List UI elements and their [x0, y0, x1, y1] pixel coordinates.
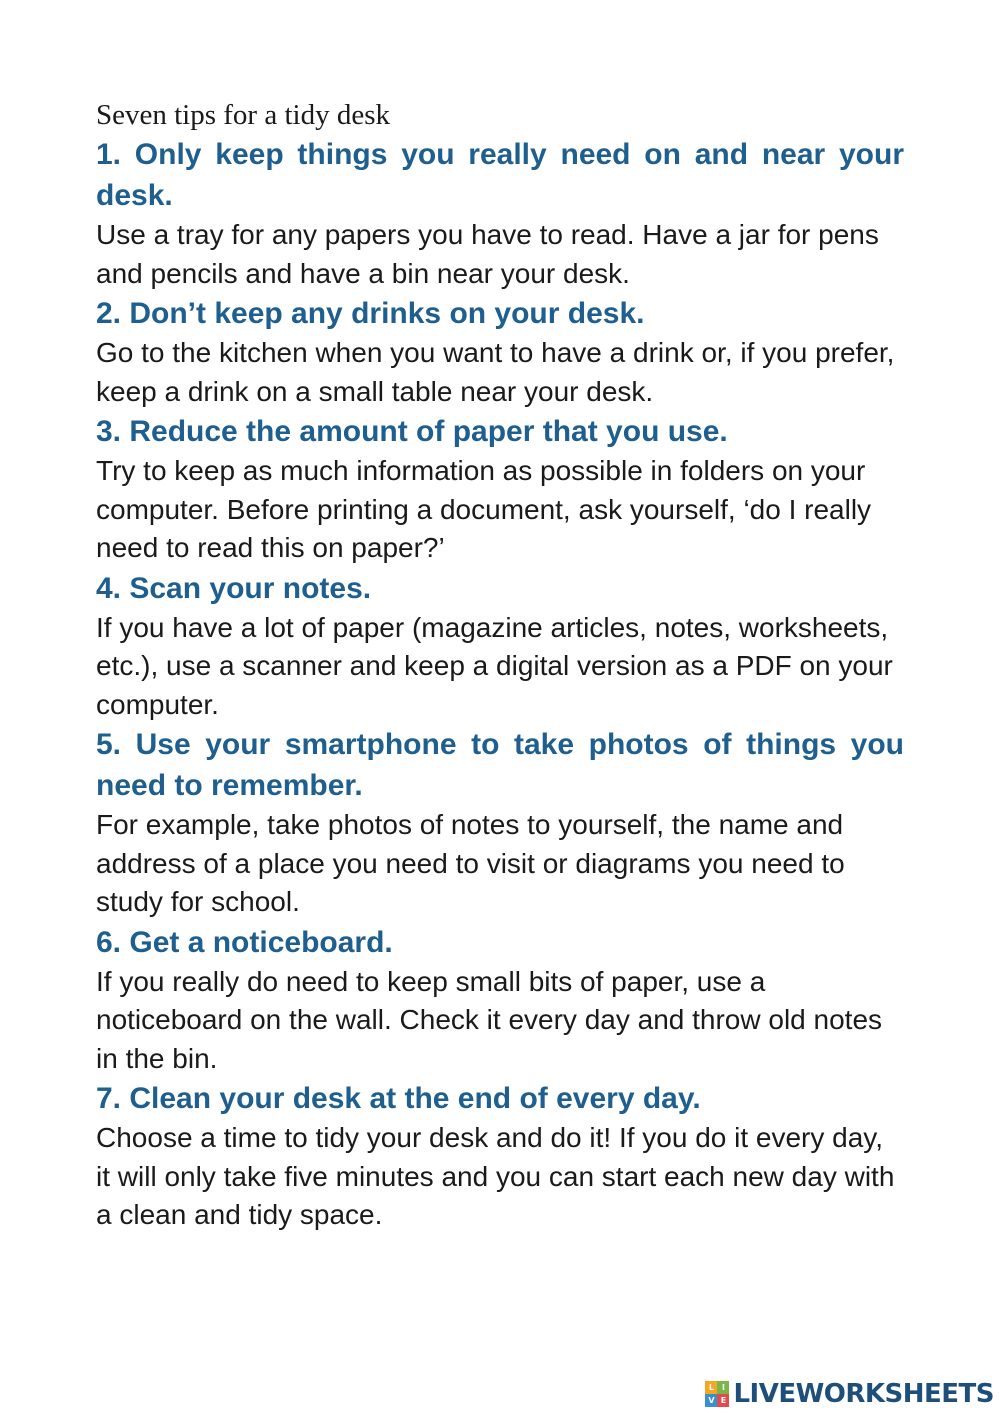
- tip-body: Go to the kitchen when you want to have a drink or, if you prefer, keep a drink on a small table near your desk.: [96, 337, 895, 407]
- tip-body: If you have a lot of paper (magazine articles, notes, worksheets, etc.), use a scanner and keep a digital version as a PDF on your computer.: [96, 611, 893, 720]
- tip-body: If you really do need to keep small bits of paper, use a noticeboard on the wall. Check it every day and throw old notes in the bin.: [96, 965, 883, 1074]
- watermark-text: LIVEWORKSHEETS: [733, 1379, 994, 1409]
- liveworksheets-logo-icon: [705, 1381, 729, 1407]
- tip-1: [96, 134, 904, 293]
- logo-letter: E: [717, 1394, 729, 1407]
- tip-heading: 2. Don’t keep any drinks on your desk.: [96, 297, 645, 330]
- tip-5: [96, 724, 904, 922]
- tip-heading: 6. Get a noticeboard.: [96, 925, 393, 959]
- tip-heading: 7. Clean your desk at the end of every day.: [96, 1082, 701, 1115]
- tip-heading: 3. Reduce the amount of paper that you use.: [96, 415, 728, 448]
- logo-letter: L: [705, 1381, 717, 1394]
- tip-4: [96, 568, 904, 725]
- tip-heading: 4. Scan your notes.: [96, 571, 372, 605]
- logo-letter: I: [717, 1381, 729, 1394]
- tip-6: [96, 922, 904, 1079]
- tip-7: [96, 1078, 904, 1235]
- tip-heading: 5. Use your smartphone to take photos of things you need to remember.: [96, 728, 904, 802]
- tip-body: Use a tray for any papers you have to read. Have a jar for pens and pencils and have a bin near your desk.: [96, 219, 879, 289]
- liveworksheets-watermark: [705, 1375, 994, 1413]
- tip-body: Choose a time to tidy your desk and do it! If you do it every day, it will only take five minutes and you can start each new day with a clean and tidy space.: [96, 1122, 895, 1230]
- tip-2: [96, 293, 904, 411]
- worksheet-page: [96, 96, 904, 1235]
- tip-3: [96, 411, 904, 568]
- logo-letter: V: [705, 1394, 717, 1407]
- tip-body: Try to keep as much information as possible in folders on your computer. Before printing a document, ask yourself, ‘do I really need to read this on paper?’: [96, 455, 872, 563]
- page-title: Seven tips for a tidy desk: [96, 99, 390, 131]
- tip-body: For example, take photos of notes to yourself, the name and address of a place you need to visit or diagrams you need to study for school.: [96, 809, 845, 917]
- tip-heading: 1. Only keep things you really need on and near your desk.: [96, 138, 904, 212]
